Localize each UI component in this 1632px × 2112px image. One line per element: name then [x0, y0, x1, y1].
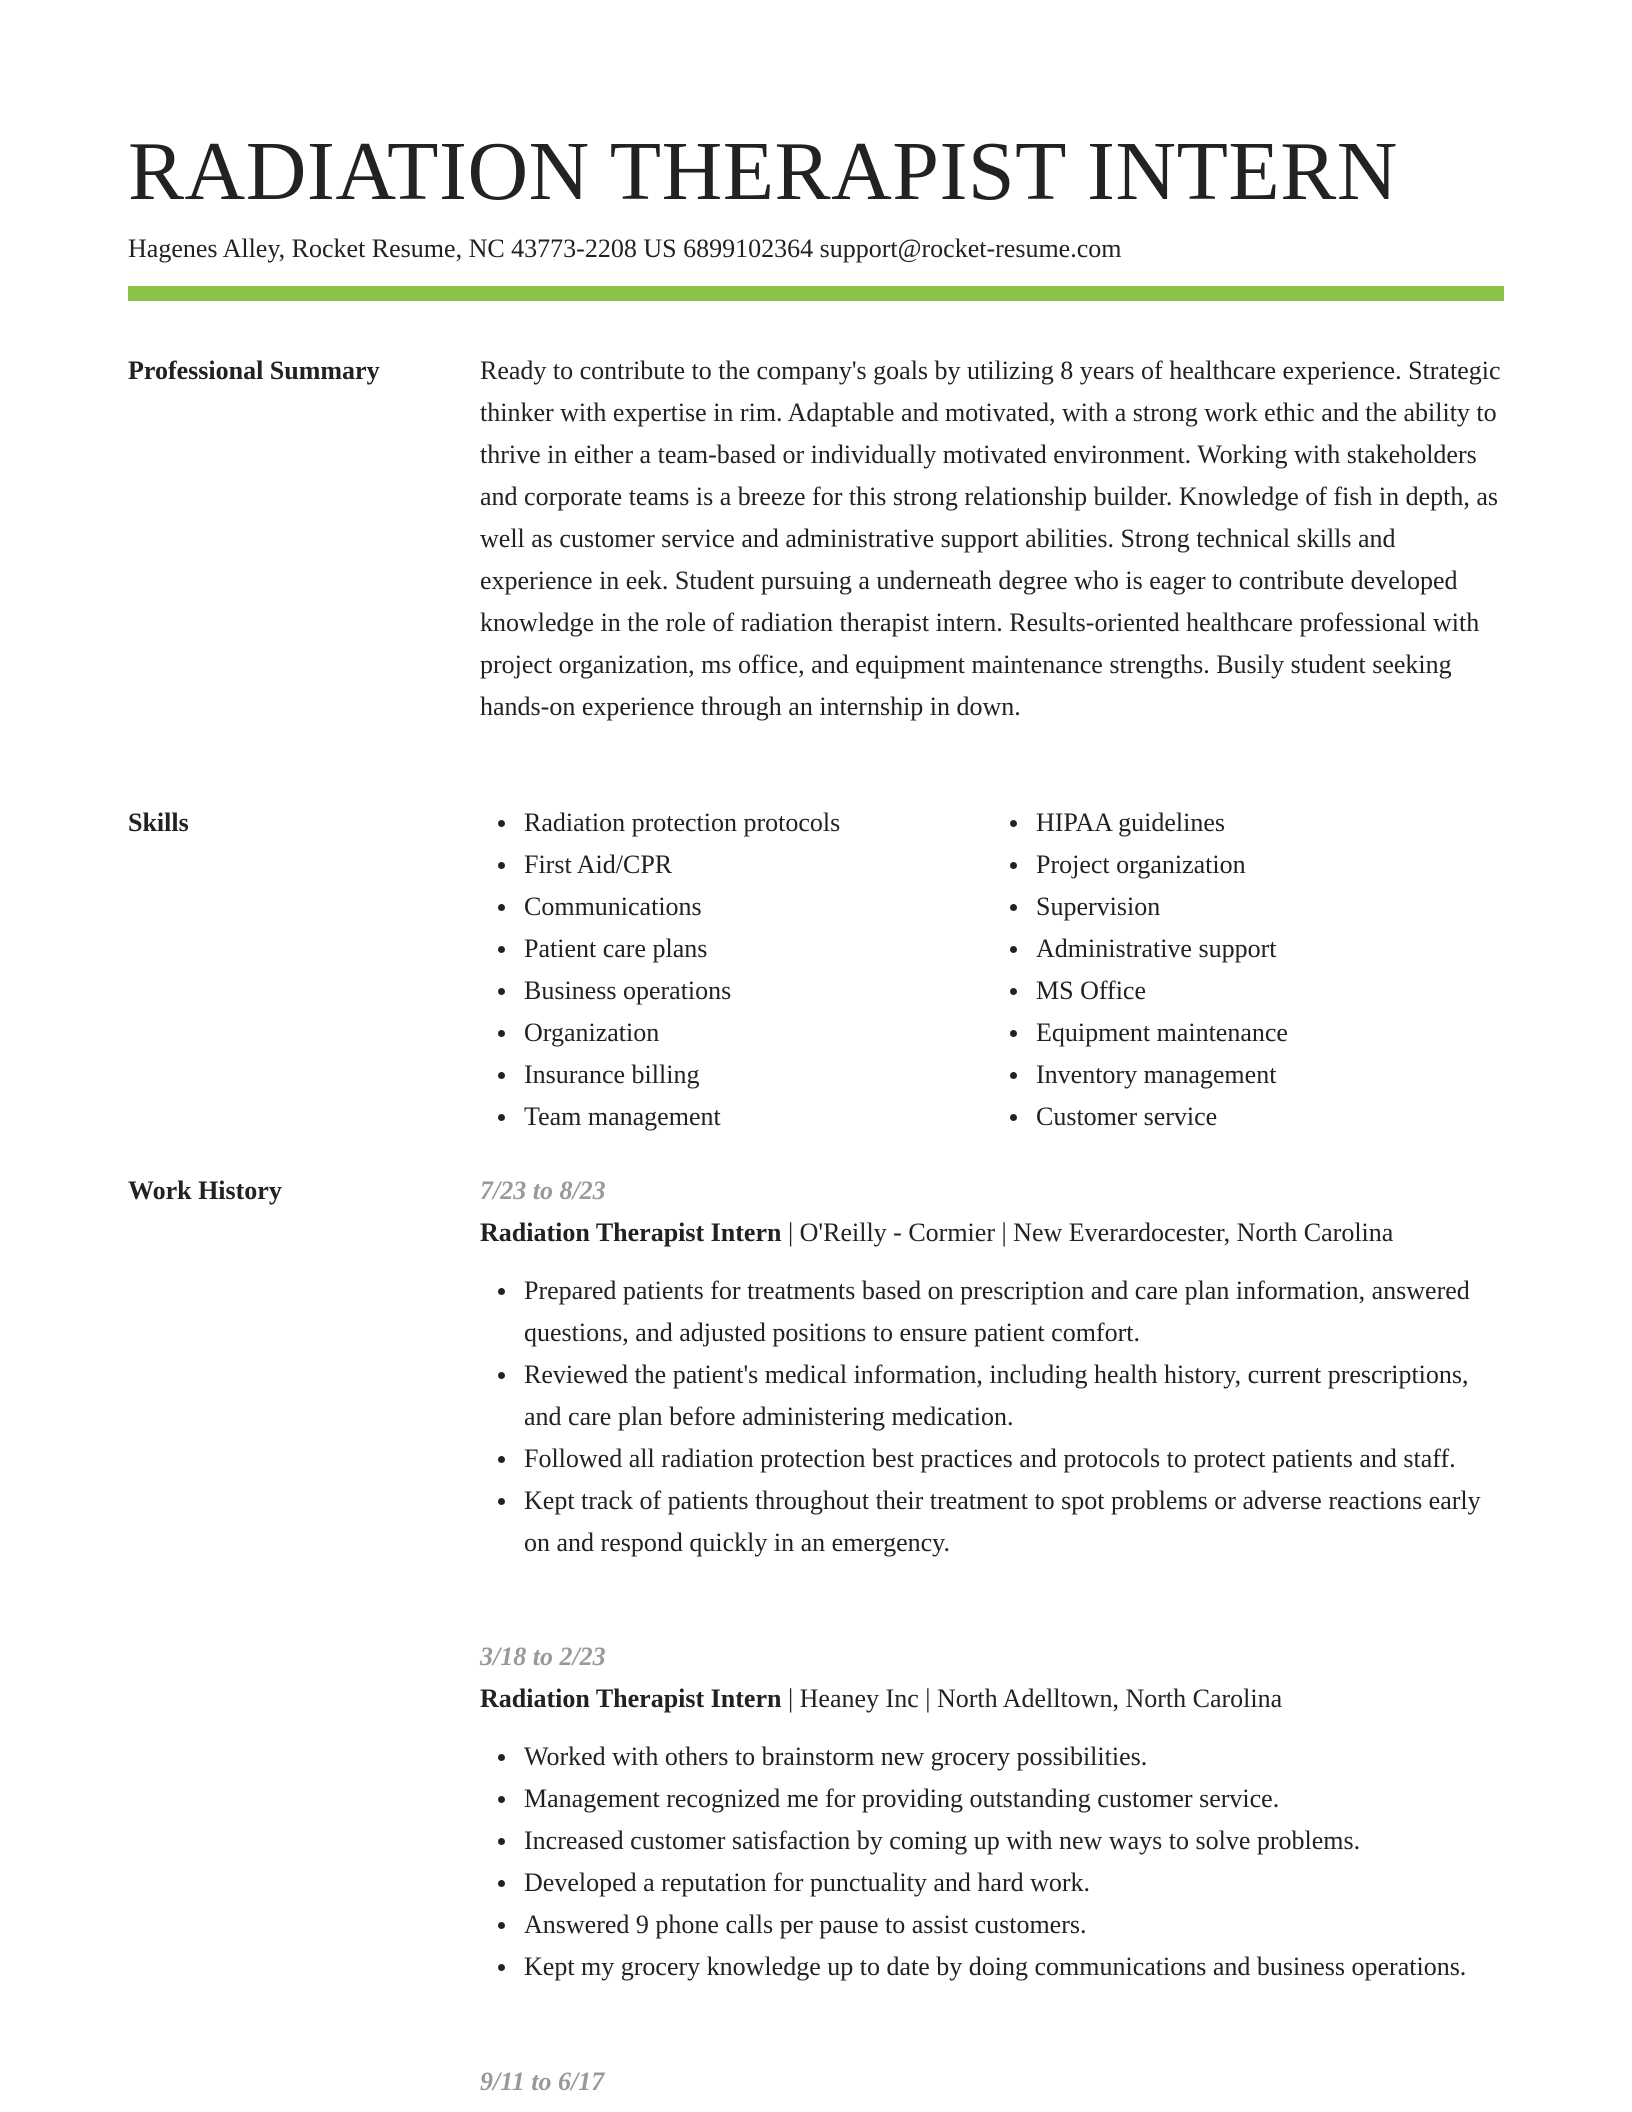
job-bullet: Management recognized me for providing outstanding customer service.	[524, 1778, 1504, 1820]
job-bullet: Followed all radiation protection best practices and protocols to protect patients and staff.	[524, 1438, 1504, 1480]
skill-item: MS Office	[1036, 970, 1504, 1012]
job-heading	[480, 1678, 1504, 1720]
skill-item: Insurance billing	[524, 1054, 992, 1096]
job-title: Radiation Therapist Intern	[480, 1684, 782, 1713]
job-bullet: Kept my grocery knowledge up to date by doing communications and business operations.	[524, 1946, 1504, 1988]
skill-item: Equipment maintenance	[1036, 1012, 1504, 1054]
job-dates: 3/18 to 2/23	[480, 1642, 606, 1671]
skill-item: Team management	[524, 1096, 992, 1138]
job-details: | O'Reilly - Cormier | New Everardocester, North Carolina	[781, 1218, 1394, 1247]
job-entry	[480, 2061, 1504, 2103]
job-bullet: Kept track of patients throughout their treatment to spot problems or adverse reactions early on and respond quickly in an emergency.	[524, 1480, 1504, 1564]
summary-content	[480, 350, 1504, 728]
skills-list-right	[992, 802, 1504, 1138]
job-bullet: Answered 9 phone calls per pause to assist customers.	[524, 1904, 1504, 1946]
skill-item: Organization	[524, 1012, 992, 1054]
job-bullet: Increased customer satisfaction by coming up with new ways to solve problems.	[524, 1820, 1504, 1862]
skills-content	[480, 802, 1504, 1138]
work-history-label: Work History	[128, 1176, 282, 1205]
contact-info: Hagenes Alley, Rocket Resume, NC 43773-2208 US 6899102364 support@rocket-resume.com	[128, 234, 1122, 263]
skill-item: Communications	[524, 886, 992, 928]
job-details: | Heaney Inc | North Adelltown, North Carolina	[781, 1684, 1283, 1713]
job-bullet: Developed a reputation for punctuality and hard work.	[524, 1862, 1504, 1904]
skill-item: HIPAA guidelines	[1036, 802, 1504, 844]
summary-text: Ready to contribute to the company's goals by utilizing 8 years of healthcare experience. Strategic thinker with expertise in rim. Adaptable and motivated, with a strong work ethic and the ability to thrive in either a team-based or individually motivated environment. Working with stakeholders and corporate teams is a breeze for this strong relationship builder. Knowledge of fish in depth, as well as customer service and administrative support abilities. Strong technical skills and experience in eek. Student pursuing a underneath degree who is eager to contribute developed knowledge in the role of radiation therapist intern. Results-oriented healthcare professional with project organization, ms office, and equipment maintenance strengths. Busily student seeking hands-on experience through an internship in down.	[480, 356, 1501, 721]
job-dates: 9/11 to 6/17	[480, 2067, 605, 2096]
job-bullet: Prepared patients for treatments based on prescription and care plan information, answered questions, and adjusted positions to ensure patient comfort.	[524, 1270, 1504, 1354]
skill-item: Radiation protection protocols	[524, 802, 992, 844]
skills-list-left	[480, 802, 992, 1138]
job-entry	[480, 1170, 1504, 1564]
skill-item: First Aid/CPR	[524, 844, 992, 886]
job-bullets	[480, 1736, 1504, 1988]
resume-name: RADIATION THERAPIST INTERN	[128, 125, 1398, 218]
summary-label: Professional Summary	[128, 356, 380, 385]
skill-item: Administrative support	[1036, 928, 1504, 970]
skill-item: Supervision	[1036, 886, 1504, 928]
job-bullet: Worked with others to brainstorm new grocery possibilities.	[524, 1736, 1504, 1778]
job-bullet: Reviewed the patient's medical information, including health history, current prescriptions, and care plan before administering medication.	[524, 1354, 1504, 1438]
skill-item: Business operations	[524, 970, 992, 1012]
job-title: Radiation Therapist Intern	[480, 1218, 782, 1247]
skill-item: Project organization	[1036, 844, 1504, 886]
skill-item: Customer service	[1036, 1096, 1504, 1138]
skills-label: Skills	[128, 808, 189, 837]
skill-item: Inventory management	[1036, 1054, 1504, 1096]
job-dates: 7/23 to 8/23	[480, 1176, 606, 1205]
skill-item: Patient care plans	[524, 928, 992, 970]
job-entry	[480, 1636, 1504, 1988]
job-heading	[480, 1212, 1504, 1254]
header-divider	[128, 286, 1504, 301]
job-bullets	[480, 1270, 1504, 1564]
